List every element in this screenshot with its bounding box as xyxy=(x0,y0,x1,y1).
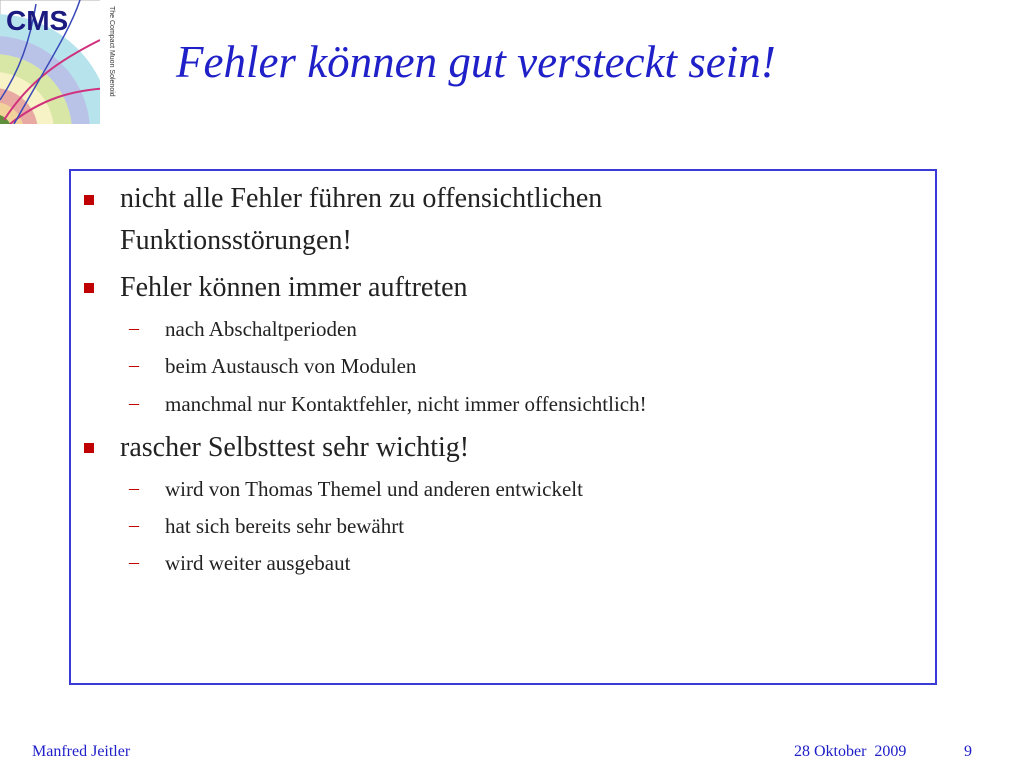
dash-icon: – xyxy=(129,551,139,573)
bullet-square-icon xyxy=(84,195,94,205)
sub-item: wird von Thomas Themel und anderen entwickelt xyxy=(165,477,583,501)
bullet-2: Fehler können immer auftreten xyxy=(120,272,468,303)
bullet-3: rascher Selbsttest sehr wichtig! xyxy=(120,432,470,463)
bullet-1-line-2: Funktionsstörungen! xyxy=(120,225,352,256)
cms-logo xyxy=(0,0,124,124)
dash-icon: – xyxy=(129,477,139,499)
dash-icon: – xyxy=(129,354,139,376)
bullet-square-icon xyxy=(84,443,94,453)
page-number: 9 xyxy=(964,743,972,760)
bullet-1-line-1: nicht alle Fehler führen zu offensichtlichen xyxy=(120,183,603,214)
logo-subtitle: The Compact Muon Solenoid xyxy=(108,6,115,97)
sub-item: nach Abschaltperioden xyxy=(165,317,357,341)
dash-icon: – xyxy=(129,514,139,536)
sub-item: beim Austausch von Modulen xyxy=(165,354,417,378)
slide-title: Fehler können gut versteckt sein! xyxy=(176,37,776,87)
logo-text: CMS xyxy=(6,5,69,36)
footer-author: Manfred Jeitler xyxy=(32,743,131,760)
dash-icon: – xyxy=(129,392,139,414)
footer-date: 28 Oktober 2009 xyxy=(794,743,907,760)
sub-item: manchmal nur Kontaktfehler, nicht immer offensichtlich! xyxy=(165,392,647,416)
dash-icon: – xyxy=(129,317,139,339)
bullet-square-icon xyxy=(84,283,94,293)
content-box xyxy=(69,169,937,685)
sub-item: wird weiter ausgebaut xyxy=(165,551,351,575)
sub-item: hat sich bereits sehr bewährt xyxy=(165,514,405,538)
